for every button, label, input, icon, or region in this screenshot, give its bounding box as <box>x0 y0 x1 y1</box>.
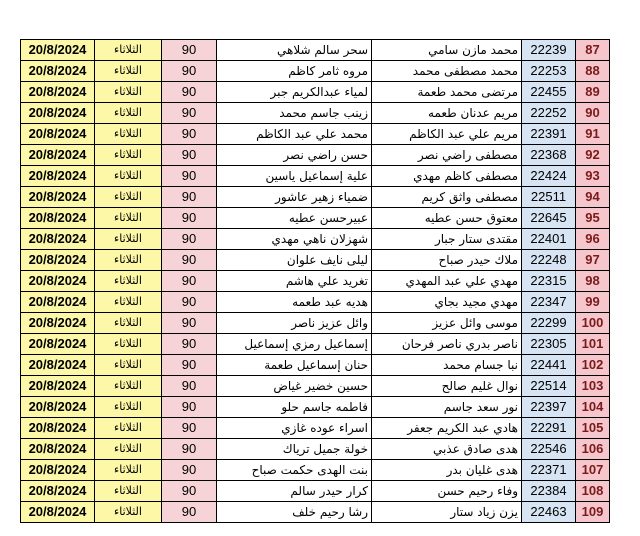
student-name-cell: نوال غليم صالح <box>372 376 522 397</box>
score-cell: 90 <box>162 418 217 439</box>
exam-date-cell: 20/8/2024 <box>21 82 95 103</box>
exam-number-cell: 22645 <box>522 208 576 229</box>
student-name-cell: يزن زياد ستار <box>372 502 522 523</box>
mother-name-cell: إسماعيل رمزي إسماعيل <box>217 334 372 355</box>
table-row <box>21 397 610 418</box>
mother-name-cell: مروه ثامر كاظم <box>217 61 372 82</box>
table-row <box>21 82 610 103</box>
exam-day-cell: الثلاثاء <box>95 271 162 292</box>
exam-number-cell: 22463 <box>522 502 576 523</box>
exam-date-cell: 20/8/2024 <box>21 124 95 145</box>
exam-number-cell: 22368 <box>522 145 576 166</box>
mother-name-cell: عبيرحسن عطيه <box>217 208 372 229</box>
sequence-number-cell: 90 <box>576 103 610 124</box>
student-name-cell: مرتضى محمد طعمة <box>372 82 522 103</box>
exam-number-cell: 22347 <box>522 292 576 313</box>
table-row <box>21 166 610 187</box>
exam-day-cell: الثلاثاء <box>95 166 162 187</box>
table-row <box>21 271 610 292</box>
exam-day-cell: الثلاثاء <box>95 61 162 82</box>
sequence-number-cell: 89 <box>576 82 610 103</box>
score-cell: 90 <box>162 145 217 166</box>
table-row <box>21 439 610 460</box>
sequence-number-cell: 98 <box>576 271 610 292</box>
sequence-number-cell: 95 <box>576 208 610 229</box>
student-name-cell: مريم علي عبد الكاظم <box>372 124 522 145</box>
table-row <box>21 313 610 334</box>
exam-date-cell: 20/8/2024 <box>21 271 95 292</box>
exam-number-cell: 22248 <box>522 250 576 271</box>
exam-number-cell: 22397 <box>522 397 576 418</box>
score-cell: 90 <box>162 460 217 481</box>
exam-date-cell: 20/8/2024 <box>21 61 95 82</box>
sequence-number-cell: 108 <box>576 481 610 502</box>
exam-number-cell: 22371 <box>522 460 576 481</box>
table-row <box>21 229 610 250</box>
exam-date-cell: 20/8/2024 <box>21 502 95 523</box>
exam-number-cell: 22546 <box>522 439 576 460</box>
exam-date-cell: 20/8/2024 <box>21 208 95 229</box>
exam-day-cell: الثلاثاء <box>95 124 162 145</box>
table-row <box>21 124 610 145</box>
exam-day-cell: الثلاثاء <box>95 229 162 250</box>
exam-day-cell: الثلاثاء <box>95 40 162 61</box>
mother-name-cell: كرار حيدر سالم <box>217 481 372 502</box>
sequence-number-cell: 93 <box>576 166 610 187</box>
exam-day-cell: الثلاثاء <box>95 82 162 103</box>
score-cell: 90 <box>162 229 217 250</box>
exam-date-cell: 20/8/2024 <box>21 313 95 334</box>
results-table-body <box>21 40 610 523</box>
exam-number-cell: 22239 <box>522 40 576 61</box>
student-name-cell: معتوق حسن عطيه <box>372 208 522 229</box>
score-cell: 90 <box>162 40 217 61</box>
mother-name-cell: لمياء عبدالكريم جبر <box>217 82 372 103</box>
exam-date-cell: 20/8/2024 <box>21 103 95 124</box>
score-cell: 90 <box>162 61 217 82</box>
table-row <box>21 418 610 439</box>
sequence-number-cell: 104 <box>576 397 610 418</box>
mother-name-cell: محمد علي عبد الكاظم <box>217 124 372 145</box>
exam-date-cell: 20/8/2024 <box>21 481 95 502</box>
score-cell: 90 <box>162 502 217 523</box>
exam-number-cell: 22455 <box>522 82 576 103</box>
exam-day-cell: الثلاثاء <box>95 376 162 397</box>
mother-name-cell: اسراء عوده غازي <box>217 418 372 439</box>
score-cell: 90 <box>162 208 217 229</box>
score-cell: 90 <box>162 250 217 271</box>
sequence-number-cell: 109 <box>576 502 610 523</box>
student-name-cell: وفاء رحيم حسن <box>372 481 522 502</box>
sequence-number-cell: 101 <box>576 334 610 355</box>
exam-day-cell: الثلاثاء <box>95 313 162 334</box>
mother-name-cell: حسين خضير غياض <box>217 376 372 397</box>
table-row <box>21 481 610 502</box>
score-cell: 90 <box>162 187 217 208</box>
exam-day-cell: الثلاثاء <box>95 250 162 271</box>
table-row <box>21 292 610 313</box>
exam-date-cell: 20/8/2024 <box>21 292 95 313</box>
score-cell: 90 <box>162 334 217 355</box>
student-name-cell: مصطفى كاظم مهدي <box>372 166 522 187</box>
mother-name-cell: سحر سالم شلاهي <box>217 40 372 61</box>
exam-day-cell: الثلاثاء <box>95 103 162 124</box>
exam-day-cell: الثلاثاء <box>95 397 162 418</box>
exam-date-cell: 20/8/2024 <box>21 355 95 376</box>
student-name-cell: نبا جسام محمد <box>372 355 522 376</box>
student-name-cell: محمد مازن سامي <box>372 40 522 61</box>
exam-day-cell: الثلاثاء <box>95 418 162 439</box>
sequence-number-cell: 100 <box>576 313 610 334</box>
exam-number-cell: 22441 <box>522 355 576 376</box>
exam-date-cell: 20/8/2024 <box>21 334 95 355</box>
mother-name-cell: خولة جميل ترياك <box>217 439 372 460</box>
exam-number-cell: 22511 <box>522 187 576 208</box>
sequence-number-cell: 94 <box>576 187 610 208</box>
student-name-cell: ناصر بدري ناصر فرحان <box>372 334 522 355</box>
student-name-cell: مصطفى واثق كريم <box>372 187 522 208</box>
score-cell: 90 <box>162 313 217 334</box>
sequence-number-cell: 106 <box>576 439 610 460</box>
mother-name-cell: شهزلان ناهي مهدي <box>217 229 372 250</box>
student-name-cell: مقتدى ستار جبار <box>372 229 522 250</box>
exam-day-cell: الثلاثاء <box>95 292 162 313</box>
score-cell: 90 <box>162 397 217 418</box>
table-row <box>21 460 610 481</box>
exam-number-cell: 22514 <box>522 376 576 397</box>
table-row <box>21 376 610 397</box>
exam-day-cell: الثلاثاء <box>95 208 162 229</box>
sequence-number-cell: 107 <box>576 460 610 481</box>
student-name-cell: هادي عبد الكريم جعفر <box>372 418 522 439</box>
sequence-number-cell: 97 <box>576 250 610 271</box>
table-row <box>21 250 610 271</box>
table-row <box>21 103 610 124</box>
table-row <box>21 40 610 61</box>
mother-name-cell: ليلى نايف علوان <box>217 250 372 271</box>
mother-name-cell: فاطمه جاسم حلو <box>217 397 372 418</box>
exam-number-cell: 22401 <box>522 229 576 250</box>
mother-name-cell: وائل عزيز ناصر <box>217 313 372 334</box>
exam-date-cell: 20/8/2024 <box>21 187 95 208</box>
mother-name-cell: تغريد علي هاشم <box>217 271 372 292</box>
exam-day-cell: الثلاثاء <box>95 481 162 502</box>
mother-name-cell: هديه عبد طعمه <box>217 292 372 313</box>
table-row <box>21 502 610 523</box>
student-name-cell: موسى وائل عزيز <box>372 313 522 334</box>
score-cell: 90 <box>162 166 217 187</box>
mother-name-cell: علية إسماعيل ياسين <box>217 166 372 187</box>
score-cell: 90 <box>162 82 217 103</box>
exam-date-cell: 20/8/2024 <box>21 376 95 397</box>
sequence-number-cell: 88 <box>576 61 610 82</box>
exam-day-cell: الثلاثاء <box>95 145 162 166</box>
sequence-number-cell: 96 <box>576 229 610 250</box>
student-name-cell: مريم عدنان طعمه <box>372 103 522 124</box>
exam-number-cell: 22253 <box>522 61 576 82</box>
mother-name-cell: بنت الهدى حكمت صباح <box>217 460 372 481</box>
score-cell: 90 <box>162 271 217 292</box>
student-name-cell: مصطفى راضي نصر <box>372 145 522 166</box>
exam-day-cell: الثلاثاء <box>95 334 162 355</box>
mother-name-cell: زينب جاسم محمد <box>217 103 372 124</box>
mother-name-cell: حسن راضي نصر <box>217 145 372 166</box>
exam-date-cell: 20/8/2024 <box>21 166 95 187</box>
exam-date-cell: 20/8/2024 <box>21 145 95 166</box>
exam-number-cell: 22384 <box>522 481 576 502</box>
score-cell: 90 <box>162 355 217 376</box>
exam-day-cell: الثلاثاء <box>95 187 162 208</box>
exam-number-cell: 22391 <box>522 124 576 145</box>
sequence-number-cell: 105 <box>576 418 610 439</box>
student-name-cell: ملاك حيدر صباح <box>372 250 522 271</box>
score-cell: 90 <box>162 439 217 460</box>
results-table <box>20 39 610 523</box>
exam-date-cell: 20/8/2024 <box>21 250 95 271</box>
score-cell: 90 <box>162 292 217 313</box>
student-name-cell: هدى صادق عذبي <box>372 439 522 460</box>
table-row <box>21 187 610 208</box>
exam-number-cell: 22252 <box>522 103 576 124</box>
exam-date-cell: 20/8/2024 <box>21 439 95 460</box>
mother-name-cell: رشا رحيم خلف <box>217 502 372 523</box>
student-name-cell: مهدي مجيد بجاي <box>372 292 522 313</box>
score-cell: 90 <box>162 103 217 124</box>
exam-number-cell: 22299 <box>522 313 576 334</box>
exam-number-cell: 22291 <box>522 418 576 439</box>
exam-date-cell: 20/8/2024 <box>21 397 95 418</box>
table-row <box>21 145 610 166</box>
sequence-number-cell: 102 <box>576 355 610 376</box>
student-name-cell: مهدي علي عبد المهدي <box>372 271 522 292</box>
score-cell: 90 <box>162 124 217 145</box>
sequence-number-cell: 92 <box>576 145 610 166</box>
exam-number-cell: 22315 <box>522 271 576 292</box>
exam-date-cell: 20/8/2024 <box>21 229 95 250</box>
exam-day-cell: الثلاثاء <box>95 460 162 481</box>
exam-date-cell: 20/8/2024 <box>21 418 95 439</box>
exam-day-cell: الثلاثاء <box>95 355 162 376</box>
score-cell: 90 <box>162 481 217 502</box>
mother-name-cell: حنان إسماعيل طعمة <box>217 355 372 376</box>
score-cell: 90 <box>162 376 217 397</box>
exam-number-cell: 22424 <box>522 166 576 187</box>
exam-number-cell: 22305 <box>522 334 576 355</box>
sequence-number-cell: 91 <box>576 124 610 145</box>
sequence-number-cell: 99 <box>576 292 610 313</box>
student-name-cell: محمد مصطفى محمد <box>372 61 522 82</box>
table-row <box>21 208 610 229</box>
sequence-number-cell: 103 <box>576 376 610 397</box>
exam-date-cell: 20/8/2024 <box>21 40 95 61</box>
mother-name-cell: ضمياء زهير عاشور <box>217 187 372 208</box>
sequence-number-cell: 87 <box>576 40 610 61</box>
student-name-cell: هدى غليان بدر <box>372 460 522 481</box>
exam-date-cell: 20/8/2024 <box>21 460 95 481</box>
student-name-cell: نور سعد جاسم <box>372 397 522 418</box>
table-row <box>21 355 610 376</box>
exam-day-cell: الثلاثاء <box>95 502 162 523</box>
table-row <box>21 61 610 82</box>
exam-day-cell: الثلاثاء <box>95 439 162 460</box>
table-row <box>21 334 610 355</box>
